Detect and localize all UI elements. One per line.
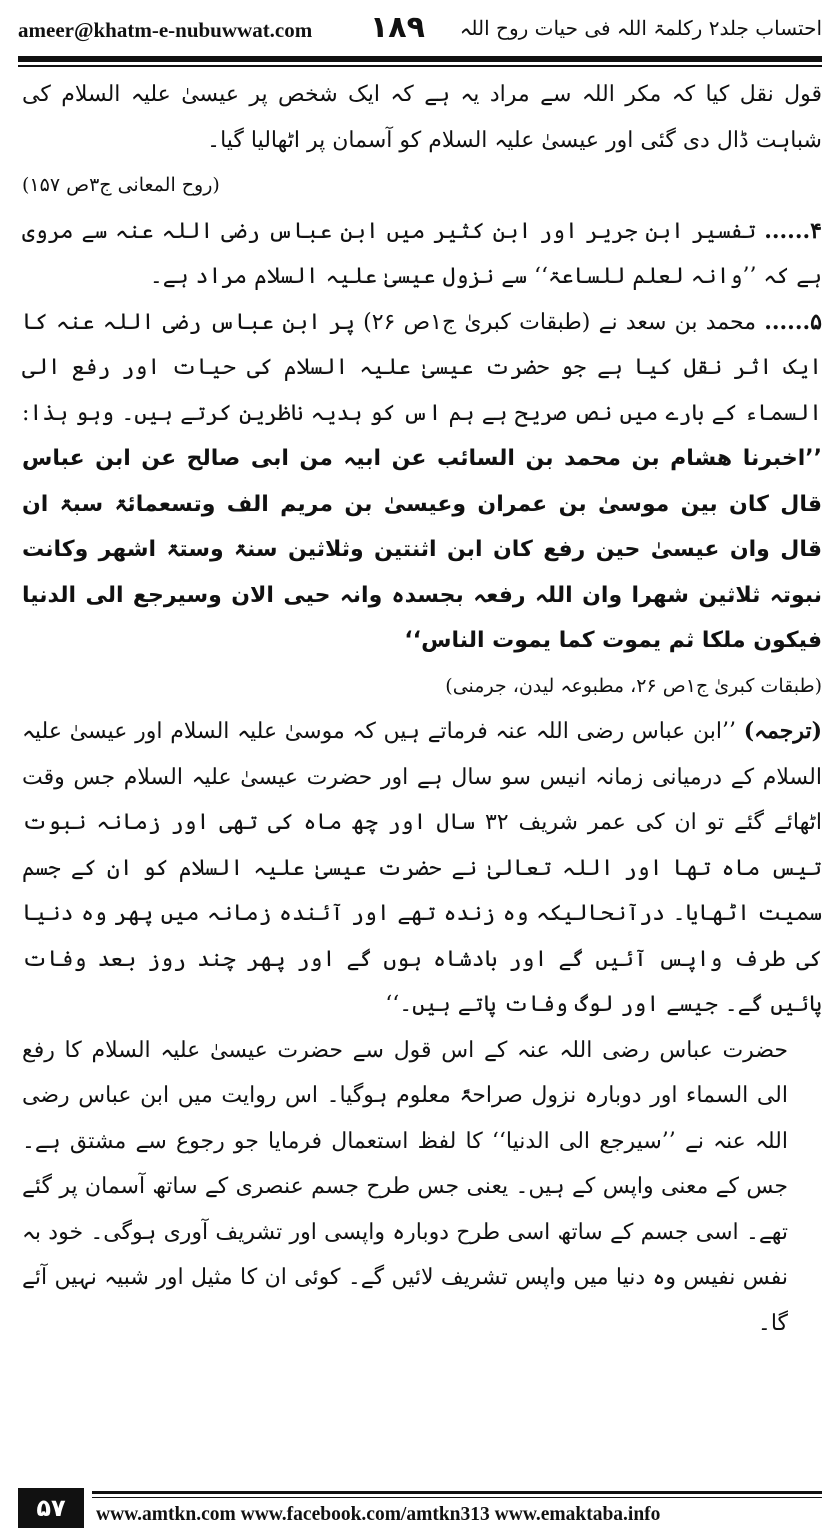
header-book-title: احتساب جلد۲ رکلمۃ اللہ فی حیات روح اللہ bbox=[459, 16, 822, 40]
paragraph-5-intro: محمد بن سعد نے (طبقات کبریٰ ج۱ص ۲۶) پر ابن عباس رضی اللہ عنہ کا ایک اثر نقل کیا ہے جو حضرت عیسیٰ علیہ السلام کی حیات اور رفع الی السماء کے بارے میں نص صریح ہے ہم اس کو ہدیہ ناظرین کرتے ہیں۔ وہو ہذا: bbox=[22, 309, 822, 426]
page-body bbox=[22, 72, 822, 1346]
translation-text: ’’ابن عباس رضی اللہ عنہ فرماتے ہیں کہ موسیٰ علیہ السلام اور عیسیٰ علیہ السلام کے درمیانی زمانہ انیس سو سال ہے اور حضرت عیسیٰ علیہ السلام جس وقت اٹھائے گئے تو ان کی عمر شریف ۳۲ سال اور چھ ماہ کی تھی اور زمانہ نبوت تیس ماہ تھا اور اللہ تعالیٰ نے حضرت عیسیٰ علیہ السلام کو ان کے جسم سمیت اٹھایا۔ درآنحالیکہ وہ زندہ تھے اور آئندہ زمانہ میں پھر وہ دنیا کی طرف واپس آئیں گے اور بادشاہ ہوں گے اور پھر چند روز بعد وفات پائیں گے۔ جیسے اور لوگ وفات پاتے ہیں۔‘‘ bbox=[22, 719, 822, 1017]
arabic-quote: ’’اخبرنا ھشام بن محمد بن السائب عن ابیہ من ابی صالح عن ابن عباس قال کان بین موسیٰ بن عمران وعیسیٰ بن مریم الف وتسعمائۃ سبۃ ان قال وان عیسیٰ حین رفع کان ابن اثنتین وثلاثین سنۃ وستۃ اشھر وکانت نبوتہ ثلاثین شھرا وان اللہ رفعہ بجسدہ وانہ حیی الان وسیرجع الی الدنیا فیکون ملکا ثم یموت کما یموت الناس‘‘ bbox=[22, 446, 822, 653]
footer-rule-thin bbox=[92, 1497, 822, 1498]
paragraph-1-source: (روح المعانی ج۳ص ۱۵۷) bbox=[22, 174, 220, 196]
header-rule-thin bbox=[18, 65, 822, 67]
paragraph-5 bbox=[22, 300, 822, 664]
footer-rule-thick bbox=[92, 1491, 822, 1494]
paragraph-4-number: ۴...... bbox=[764, 217, 822, 244]
translation-label: (ترجمہ) bbox=[743, 718, 822, 744]
paragraph-1-text: قول نقل کیا کہ مکر اللہ سے مراد یہ ہے کہ ایک شخص پر عیسیٰ علیہ السلام کی شباہت ڈال دی گئی اور عیسیٰ علیہ السلام کو آسمان پر اٹھالیا گیا۔ bbox=[22, 82, 822, 153]
header-page-number: ۱۸۹ bbox=[370, 10, 425, 45]
paragraph-5-number: ۵...... bbox=[764, 308, 822, 335]
paragraph-5-source: (طبقات کبریٰ ج۱ص ۲۶، مطبوعہ لیدن، جرمنی) bbox=[445, 674, 822, 697]
paragraph-1 bbox=[22, 72, 822, 196]
translation-paragraph bbox=[22, 709, 822, 1028]
paragraph-4 bbox=[22, 209, 822, 300]
footer-links[interactable]: www.amtkn.com www.facebook.com/amtkn313 www.emaktaba.info bbox=[96, 1504, 661, 1525]
header-rule-thick bbox=[18, 56, 822, 62]
header-email[interactable]: ameer@khatm-e-nubuwwat.com bbox=[18, 18, 313, 42]
footer-page-number: ۵۷ bbox=[18, 1488, 84, 1528]
page-header bbox=[18, 10, 822, 50]
paragraph-4-text: تفسیر ابن جریر اور ابن کثیر میں ابن عباس رضی اللہ عنہ سے مروی ہے کہ ’’وانہ لعلم للساعۃ‘‘ سے نزول عیسیٰ علیہ السلام مراد ہے۔ bbox=[22, 218, 822, 289]
commentary-paragraph: حضرت عباس رضی اللہ عنہ کے اس قول سے حضرت عیسیٰ علیہ السلام کا رفع الی السماء اور دوبارہ نزول صراحۃً معلوم ہوگیا۔ اس روایت میں ابن عباس رضی اللہ عنہ نے ’’سیرجع الی الدنیا‘‘ کا لفظ استعمال فرمایا جو رجوع سے مشتق ہے۔ جس کے معنی واپس کے ہیں۔ یعنی جس طرح جسم عنصری کے ساتھ آسمان پر گئے تھے۔ اسی جسم کے ساتھ اسی طرح دوبارہ واپسی اور تشریف آوری ہوگی۔ خود بہ نفس نفیس وہ دنیا میں واپس تشریف لائیں گے۔ کوئی ان کا مثیل اور شبیہ نہیں آئے گا۔ bbox=[22, 1037, 788, 1336]
